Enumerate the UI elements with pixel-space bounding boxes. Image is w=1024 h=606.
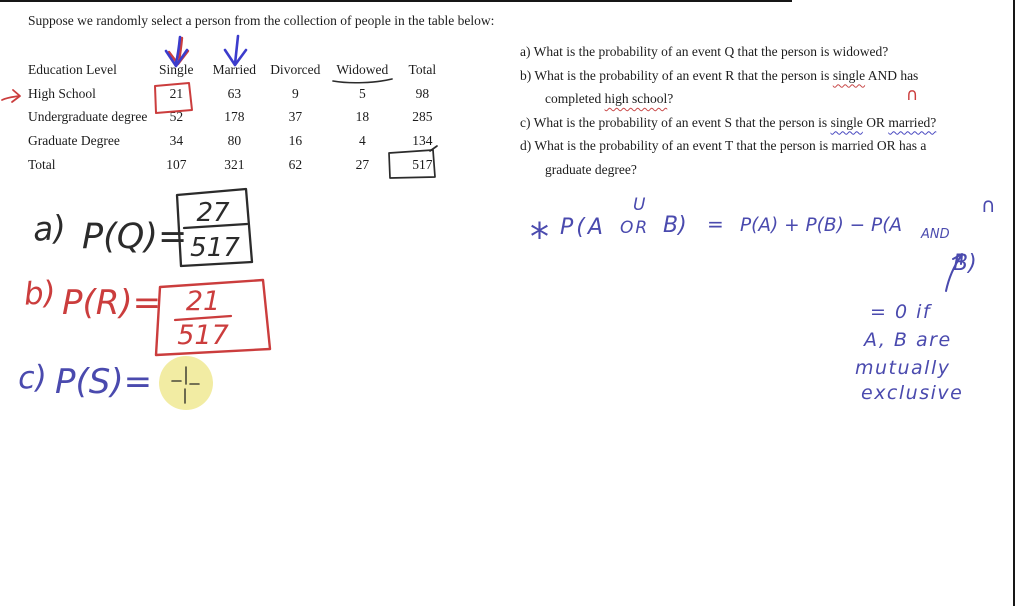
pen-cursor xyxy=(159,356,213,410)
table-cell: 52 xyxy=(169,109,184,125)
question-text: c) What is the probability of an event S that the person is xyxy=(520,114,831,130)
table-cell: 517 xyxy=(412,156,433,172)
row-label: Graduate Degree xyxy=(28,132,120,148)
cursor-crosshair-icon xyxy=(172,367,199,403)
question-text: completed xyxy=(545,91,605,106)
formula-equals: = xyxy=(707,212,724,236)
right-border-line xyxy=(1013,0,1015,606)
question-text: b) What is the probability of an event R that the person is xyxy=(520,67,833,83)
work-b-denominator: 517 xyxy=(177,320,229,351)
work-c xyxy=(17,359,152,402)
table-cell: 16 xyxy=(288,132,303,148)
table-cell: 27 xyxy=(355,156,370,172)
underlined-phrase: single xyxy=(832,67,866,83)
row-label: Undergraduate degree xyxy=(28,109,148,125)
formula-p1: P(A xyxy=(560,215,606,240)
table-cell: 5 xyxy=(358,85,366,101)
question-text: d) What is the probability of an event T that the person is married OR has a xyxy=(520,138,927,153)
question-text: AND has xyxy=(865,67,919,83)
table-cell: 98 xyxy=(415,85,430,101)
question-line xyxy=(520,111,936,135)
work-a-label: a) xyxy=(31,207,68,249)
underlined-phrase: high school xyxy=(604,91,668,106)
table-header-cell: Widowed xyxy=(336,61,389,77)
table-cell: 80 xyxy=(227,132,242,148)
work-b-label: b) xyxy=(22,274,57,313)
work-b-numerator: 21 xyxy=(185,286,221,317)
note-line-3: mutually xyxy=(855,357,951,379)
work-a xyxy=(32,189,252,266)
table-cell: 107 xyxy=(166,156,187,172)
table-cell: 62 xyxy=(288,156,303,172)
work-a-numerator: 27 xyxy=(196,198,230,228)
question-line xyxy=(520,134,936,158)
table-cell: 285 xyxy=(412,109,433,125)
table-row xyxy=(28,105,447,129)
table-header-cell: Single xyxy=(159,61,194,77)
work-c-label: c) xyxy=(16,358,49,397)
high-school-row-arrow xyxy=(2,90,20,102)
work-c-expression: P(S)= xyxy=(55,362,153,402)
work-b-expression: P(R)= xyxy=(62,283,162,323)
table-cell: 134 xyxy=(412,132,433,148)
union-formula xyxy=(530,193,996,291)
question-line xyxy=(520,158,936,182)
question-text: graduate degree? xyxy=(545,161,637,177)
question-text: a) What is the probability of an event Q that the person is widowed? xyxy=(520,44,889,59)
row-label: Total xyxy=(28,156,56,172)
formula-star: * xyxy=(530,215,549,259)
table-cell: 37 xyxy=(288,109,303,125)
table-cell: 178 xyxy=(224,109,245,125)
formula-p3: P(A) + P(B) − P(A xyxy=(740,215,903,236)
table-header-cell: Total xyxy=(408,61,437,77)
table-cell: 21 xyxy=(169,85,184,101)
questions-list xyxy=(520,40,936,181)
question-line xyxy=(520,87,936,111)
question-line xyxy=(520,40,936,64)
table-header-cell: Married xyxy=(212,61,257,77)
table-header-cell: Divorced xyxy=(270,61,321,77)
work-a-denominator: 517 xyxy=(190,233,240,263)
table-cell: 9 xyxy=(291,85,299,101)
formula-or: OR xyxy=(620,218,650,238)
row-label: High School xyxy=(28,85,96,101)
table-row xyxy=(28,153,447,177)
table-row xyxy=(28,82,447,106)
formula-p2: B) xyxy=(663,213,687,238)
underlined-phrase: single xyxy=(830,114,863,130)
education-table xyxy=(28,58,447,176)
mutually-exclusive-note xyxy=(855,301,963,404)
table-header-row xyxy=(28,58,447,82)
note-line-1: = 0 if xyxy=(870,301,932,323)
problem-statement: Suppose we randomly select a person from the collection of people in the table below: xyxy=(28,13,495,28)
table-cell: 4 xyxy=(358,132,366,148)
table-cell: 321 xyxy=(224,156,245,172)
question-line xyxy=(520,64,936,88)
cursor-highlight xyxy=(159,356,213,410)
table-cell: 63 xyxy=(227,85,242,101)
work-b xyxy=(23,275,270,355)
question-text: OR xyxy=(862,114,889,130)
formula-p4: B) xyxy=(953,251,977,276)
note-line-2: A, B are xyxy=(864,329,952,351)
union-symbol: U xyxy=(633,195,646,215)
table-row xyxy=(28,129,447,153)
underlined-phrase: married? xyxy=(888,114,937,130)
table-header-cell: Education Level xyxy=(28,61,117,77)
question-text: ? xyxy=(667,91,674,106)
top-border-line xyxy=(0,0,792,2)
table-cell: 18 xyxy=(355,109,370,125)
intersect-symbol: ∩ xyxy=(981,193,996,217)
note-line-4: exclusive xyxy=(861,382,964,404)
work-a-expression: P(Q)= xyxy=(82,217,188,257)
table-cell: 34 xyxy=(169,132,184,148)
formula-and: AND xyxy=(921,227,950,242)
table-body xyxy=(28,82,447,177)
qb-intersect-symbol: ∩ xyxy=(906,85,919,105)
